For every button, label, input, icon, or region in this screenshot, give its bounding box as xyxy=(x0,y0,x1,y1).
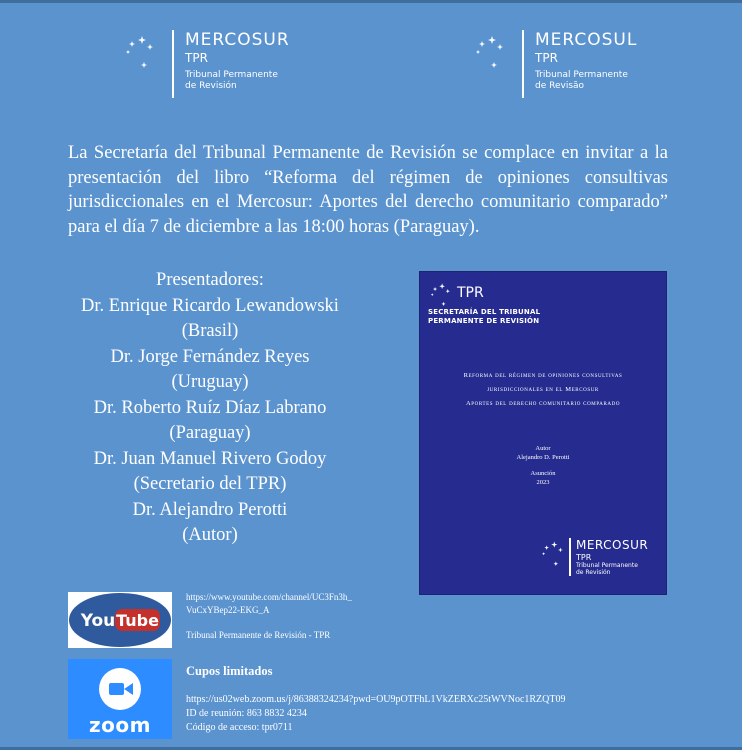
presenter-line: Dr. Jorge Fernández Reyes xyxy=(110,346,310,367)
presenter-line: Dr. Juan Manuel Rivero Godoy xyxy=(93,448,327,469)
southern-cross-stars-icon xyxy=(539,540,565,566)
logo-divider xyxy=(522,30,524,98)
top-border xyxy=(0,0,742,3)
book-logo-name: MERCOSUR xyxy=(576,538,649,552)
youtube-logo-you: You xyxy=(80,611,116,631)
mercosur-logo xyxy=(122,30,322,100)
zoom-access-code: Código de acceso: tpr0711 xyxy=(186,722,293,733)
book-cover xyxy=(420,272,666,594)
presenters-heading: Presentadores: xyxy=(156,270,264,290)
logo-name: MERCOSUL xyxy=(535,30,638,50)
zoom-camera-body xyxy=(109,683,124,695)
presenter-line: Dr. Alejandro Perotti xyxy=(132,499,288,520)
presenter-line: (Autor) xyxy=(182,525,238,545)
southern-cross-stars-icon xyxy=(122,34,156,68)
logo-divider xyxy=(172,30,174,98)
youtube-url-line1[interactable]: https://www.youtube.com/channel/UC3Fn3h_ xyxy=(186,592,352,602)
book-logo-subtitle-line1: Tribunal Permanente xyxy=(576,562,638,569)
book-author: Alejandro D. Perotti xyxy=(516,454,570,461)
zoom-camera-lens xyxy=(124,683,133,695)
presenter-line: (Brasil) xyxy=(181,321,239,341)
limited-seats-label: Cupos limitados xyxy=(186,664,273,678)
book-logo-subtitle-line2: de Revisión xyxy=(576,569,611,576)
book-title-line3: Aportes del derecho comunitario comparado xyxy=(465,400,621,407)
book-title-line1: Reforma del régimen de opiniones consultivas xyxy=(463,372,623,379)
youtube-channel-name: Tribunal Permanente de Revisión - TPR xyxy=(186,630,331,640)
presenters-list xyxy=(52,268,368,549)
youtube-logo-tube: Tube xyxy=(116,611,159,630)
book-tpr-label: TPR xyxy=(457,285,484,301)
book-city: Asunción xyxy=(530,470,556,477)
book-logo-subtitle xyxy=(576,562,638,576)
zoom-meeting-id: ID de reunión: 863 8832 4234 xyxy=(186,708,307,719)
southern-cross-stars-icon xyxy=(472,34,506,68)
logo-abbr: TPR xyxy=(535,51,558,65)
presenter-line: Dr. Enrique Ricardo Lewandowski xyxy=(81,295,339,316)
youtube-logo[interactable] xyxy=(68,592,172,648)
logo-abbr: TPR xyxy=(185,51,208,65)
book-logo-divider xyxy=(569,538,571,576)
book-logo-abbr: TPR xyxy=(576,553,592,562)
logo-subtitle-line2: de Revisão xyxy=(535,81,585,91)
zoom-logo[interactable] xyxy=(68,659,172,739)
invitation-text: La Secretaría del Tribunal Permanente de Revisión se complace en invitar a la presentación del libro “Reforma del régimen de opiniones consultivas jurisdiccionales en el Mercosur: Aportes del derecho comunitario comparado” para el día 7 de diciembre a las 18:00 horas (Paraguay). xyxy=(68,143,668,237)
book-title-line2: jurisdiccionales en el Mercosur xyxy=(487,386,599,393)
logo-name: MERCOSUR xyxy=(185,30,290,50)
zoom-meeting-url[interactable]: https://us02web.zoom.us/j/86388324234?pwd=OU9pOTFhL1VkZERXc25tWVNoc1RZQT09 xyxy=(186,694,566,705)
book-secretaria-line2: PERMANENTE DE REVISIÓN xyxy=(428,317,540,325)
logo-subtitle-line2: de Revisión xyxy=(185,81,237,91)
presenter-line: (Paraguay) xyxy=(169,423,251,443)
youtube-url-line2[interactable]: VuCxYBep22-EKG_A xyxy=(186,605,270,615)
southern-cross-stars-icon xyxy=(428,282,452,306)
zoom-logo-word: zoom xyxy=(89,713,151,737)
logo-subtitle-line1: Tribunal Permanente xyxy=(185,70,278,80)
presenter-line: (Secretario del TPR) xyxy=(133,474,287,494)
presenter-line: Dr. Roberto Ruíz Díaz Labrano xyxy=(93,397,327,418)
book-year: 2023 xyxy=(536,479,550,486)
logo-subtitle xyxy=(185,70,278,92)
presenter-line: (Uruguay) xyxy=(171,372,249,392)
mercosul-logo xyxy=(472,30,672,100)
book-secretaria-line1: SECRETARÍA DEL TRIBUNAL xyxy=(428,308,541,316)
book-author-label: Autor xyxy=(535,445,551,452)
logo-subtitle-line1: Tribunal Permanente xyxy=(535,70,628,80)
logo-subtitle xyxy=(535,70,628,92)
